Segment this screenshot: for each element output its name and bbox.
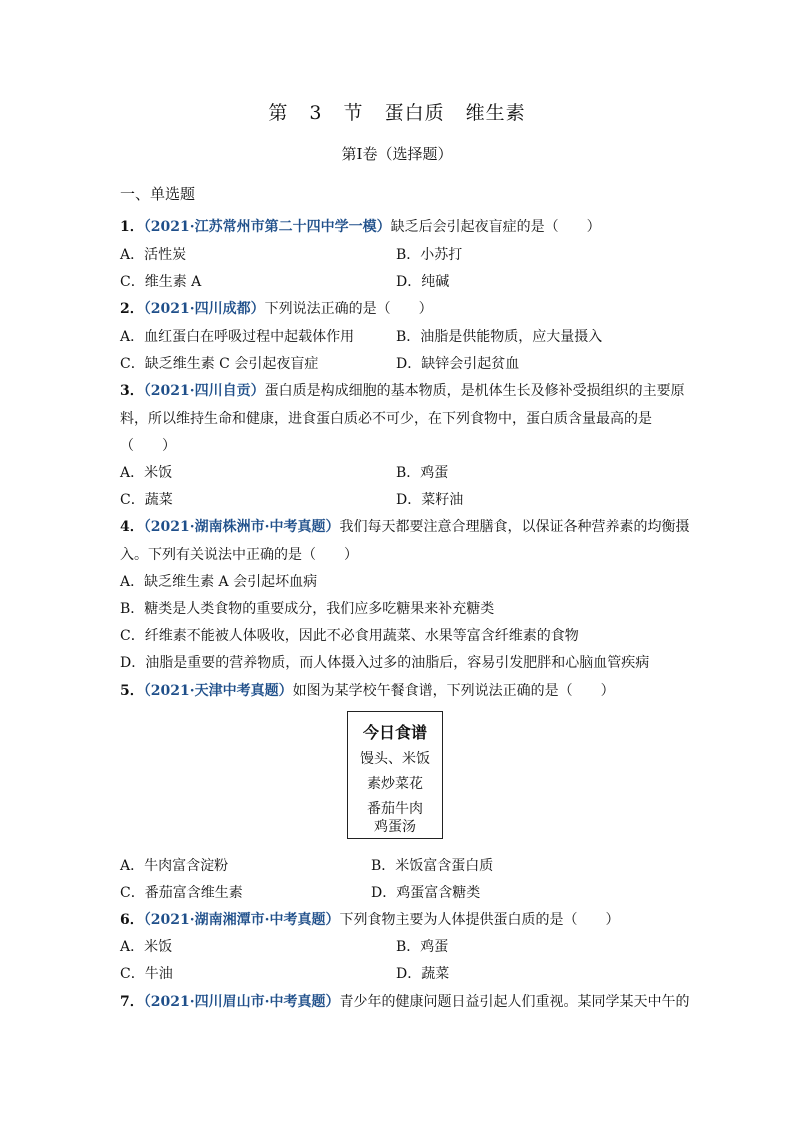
option-c: C．缺乏维生素 C 会引起夜盲症 bbox=[120, 356, 319, 372]
option-c: C．维生素 A bbox=[120, 274, 202, 290]
option-b: B．米饭富含蛋白质 bbox=[371, 858, 494, 874]
option-b: B．鸡蛋 bbox=[396, 465, 449, 481]
option-b: B．油脂是供能物质，应大量摄入 bbox=[396, 329, 603, 345]
question-number: 1． bbox=[120, 219, 144, 235]
option-d: D．菜籽油 bbox=[396, 492, 464, 508]
question-source: （2021·江苏常州市第二十四中学一模） bbox=[143, 219, 391, 235]
lunch-menu-figure bbox=[347, 711, 443, 839]
question-text: 下列食物主要为人体提供蛋白质的是（ ） bbox=[339, 912, 620, 928]
option-c: C．牛油 bbox=[120, 966, 173, 982]
question-text-cont: 入。下列有关说法中正确的是（ ） bbox=[120, 547, 358, 563]
question-2 bbox=[120, 298, 433, 318]
question-text: 我们每天都要注意合理膳食，以保证各种营养素的均衡摄 bbox=[339, 519, 690, 535]
option-d: D．缺锌会引起贫血 bbox=[396, 356, 520, 372]
question-source: （2021·四川自贡） bbox=[143, 383, 265, 399]
question-1 bbox=[120, 216, 601, 236]
question-text: 下列说法正确的是（ ） bbox=[264, 301, 433, 317]
question-text: 如图为某学校午餐食谱，下列说法正确的是（ ） bbox=[292, 683, 615, 699]
option-c: C．蔬菜 bbox=[120, 492, 173, 508]
question-text: 蛋白质是构成细胞的基本物质，是机体生长及修补受损组织的主要原 bbox=[264, 383, 685, 399]
option-c: C．纤维素不能被人体吸收，因此不必食用蔬菜、水果等富含纤维素的食物 bbox=[120, 628, 579, 644]
option-d: D．纯碱 bbox=[396, 274, 450, 290]
option-d: D．蔬菜 bbox=[396, 966, 450, 982]
option-a: A．血红蛋白在呼吸过程中起载体作用 bbox=[120, 329, 355, 345]
menu-item: 鸡蛋汤 bbox=[374, 819, 416, 835]
question-number: 4． bbox=[120, 519, 144, 535]
question-number: 6． bbox=[120, 912, 144, 928]
question-number: 3． bbox=[120, 383, 144, 399]
option-a: A．缺乏维生素 A 会引起坏血病 bbox=[120, 574, 318, 590]
question-3 bbox=[120, 380, 685, 400]
question-number: 7． bbox=[120, 994, 144, 1010]
menu-item: 馒头、米饭 bbox=[360, 751, 430, 767]
question-text-cont: 料，所以维持生命和健康，进食蛋白质必不可少，在下列食物中，蛋白质含量最高的是 bbox=[120, 411, 652, 427]
question-6 bbox=[120, 909, 619, 929]
question-number: 2． bbox=[120, 301, 144, 317]
option-d: D．油脂是重要的营养物质，而人体摄入过多的油脂后，容易引发肥胖和心脑血管疾病 bbox=[120, 655, 650, 671]
question-7 bbox=[120, 991, 689, 1011]
option-a: A．活性炭 bbox=[120, 247, 187, 263]
option-b: B．糖类是人类食物的重要成分，我们应多吃糖果来补充糖类 bbox=[120, 601, 495, 617]
option-b: B．鸡蛋 bbox=[396, 939, 449, 955]
page-title: 第 3 节 蛋白质 维生素 bbox=[268, 102, 526, 124]
option-b: B．小苏打 bbox=[396, 247, 463, 263]
question-source: （2021·湖南株洲市·中考真题） bbox=[143, 519, 340, 535]
question-source: （2021·四川成都） bbox=[143, 301, 265, 317]
question-text: 青少年的健康问题日益引起人们重视。某同学某天中午的 bbox=[339, 994, 690, 1010]
menu-title: 今日食谱 bbox=[362, 723, 427, 742]
menu-item: 素炒菜花 bbox=[367, 776, 423, 792]
option-a: A．米饭 bbox=[120, 939, 173, 955]
question-source: （2021·天津中考真题） bbox=[143, 683, 293, 699]
page-subtitle: 第Ⅰ卷（选择题） bbox=[341, 145, 453, 163]
question-source: （2021·湖南湘潭市·中考真题） bbox=[143, 912, 340, 928]
answer-bracket: （ ） bbox=[120, 438, 176, 454]
option-c: C．番茄富含维生素 bbox=[120, 885, 243, 901]
question-source: （2021·四川眉山市·中考真题） bbox=[143, 994, 340, 1010]
question-text: 缺乏后会引起夜盲症的是（ ） bbox=[390, 219, 601, 235]
section-heading: 一、单选题 bbox=[120, 185, 196, 203]
question-5 bbox=[120, 680, 615, 700]
menu-item: 番茄牛肉 bbox=[367, 801, 423, 817]
option-a: A．牛肉富含淀粉 bbox=[120, 858, 229, 874]
question-number: 5． bbox=[120, 683, 144, 699]
question-4 bbox=[120, 516, 689, 536]
option-d: D．鸡蛋富含糖类 bbox=[371, 885, 481, 901]
option-a: A．米饭 bbox=[120, 465, 173, 481]
